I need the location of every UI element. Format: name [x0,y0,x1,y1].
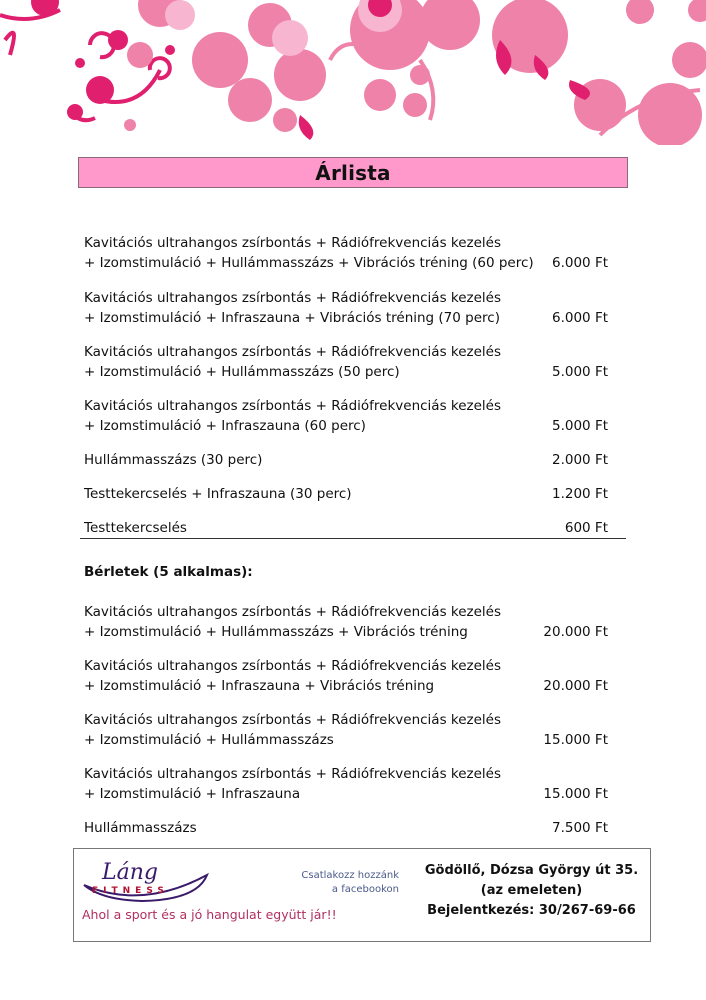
treatment-description: Kavitációs ultrahangos zsírbontás + Rádiófrekvenciás kezelés [84,290,502,306]
page-title: Árlista [315,160,391,185]
treatment-description: + Izomstimuláció + Hullámmasszázs (50 perc) [84,364,400,380]
price-row [84,656,608,696]
facebook-invite[interactable] [274,869,399,897]
treatment-description: Testtekercselés + Infraszauna (30 perc) [84,486,352,502]
facebook-invite-line2: a facebookon [331,884,399,895]
price-row [84,602,608,642]
treatment-description: Kavitációs ultrahangos zsírbontás + Rádiófrekvenciás kezelés [84,344,502,360]
treatment-description: + Izomstimuláció + Infraszauna (60 perc) [84,418,366,434]
treatment-price: 6.000 Ft [552,255,608,271]
price-row [84,818,608,838]
price-row [84,396,608,436]
slogan-text: Ahol a sport és a jó hangulat együtt jár!! [82,907,337,922]
treatment-description: Kavitációs ultrahangos zsírbontás + Rádiófrekvenciás kezelés [84,398,502,414]
pass-description: Kavitációs ultrahangos zsírbontás + Rádiófrekvenciás kezelés [84,658,502,674]
pass-description: Hullámmasszázs [84,820,197,836]
logo-script-text: Láng [102,860,158,885]
treatment-price: 5.000 Ft [552,364,608,380]
section-divider [80,538,626,539]
price-row [84,518,608,538]
pass-description: Kavitációs ultrahangos zsírbontás + Rádiófrekvenciás kezelés [84,604,502,620]
logo-word-text: FITNESS [92,886,169,896]
pass-description: + Izomstimuláció + Infraszauna [84,786,301,802]
facebook-invite-line1: Csatlakozz hozzánk [301,870,399,881]
treatment-description: + Izomstimuláció + Hullámmasszázs + Vibrációs tréning (60 perc) [84,255,534,271]
treatment-description: Hullámmasszázs (30 perc) [84,452,263,468]
contact-info [419,861,644,921]
price-row [84,288,608,328]
treatment-price: 2.000 Ft [552,452,608,468]
pass-description: Kavitációs ultrahangos zsírbontás + Rádiófrekvenciás kezelés [84,766,502,782]
lang-fitness-logo [82,855,212,903]
treatment-description: Testtekercselés [84,520,187,536]
pass-description: + Izomstimuláció + Infraszauna + Vibrációs tréning [84,678,435,694]
price-row [84,710,608,750]
pass-description: Kavitációs ultrahangos zsírbontás + Rádiófrekvenciás kezelés [84,712,502,728]
price-row [84,450,608,470]
address-floor: (az emeleten) [480,883,583,898]
logo-swoosh-icon [82,855,212,903]
title-bar [78,157,628,188]
floral-ornament-icon [0,0,706,145]
pass-description: + Izomstimuláció + Hullámmasszázs + Vibrációs tréning [84,624,468,640]
floral-banner [0,0,706,145]
pass-description: + Izomstimuláció + Hullámmasszázs [84,732,334,748]
price-row [84,233,608,273]
pass-price: 20.000 Ft [543,678,608,694]
price-row [84,342,608,382]
footer-box [73,848,651,942]
pass-price: 7.500 Ft [552,820,608,836]
pass-price: 15.000 Ft [543,786,608,802]
passes-heading: Bérletek (5 alkalmas): [84,564,253,580]
treatment-price: 600 Ft [564,520,608,536]
price-row [84,484,608,504]
pass-price: 20.000 Ft [543,624,608,640]
treatment-price: 5.000 Ft [552,418,608,434]
treatment-price: 1.200 Ft [552,486,608,502]
treatment-description: Kavitációs ultrahangos zsírbontás + Rádiófrekvenciás kezelés [84,235,502,251]
price-row [84,764,608,804]
address-line: Gödöllő, Dózsa György út 35. [424,863,639,878]
pass-price: 15.000 Ft [543,732,608,748]
treatment-price: 6.000 Ft [552,310,608,326]
phone-line: Bejelentkezés: 30/267-69-66 [427,903,636,918]
treatment-description: + Izomstimuláció + Infraszauna + Vibrációs tréning (70 perc) [84,310,500,326]
